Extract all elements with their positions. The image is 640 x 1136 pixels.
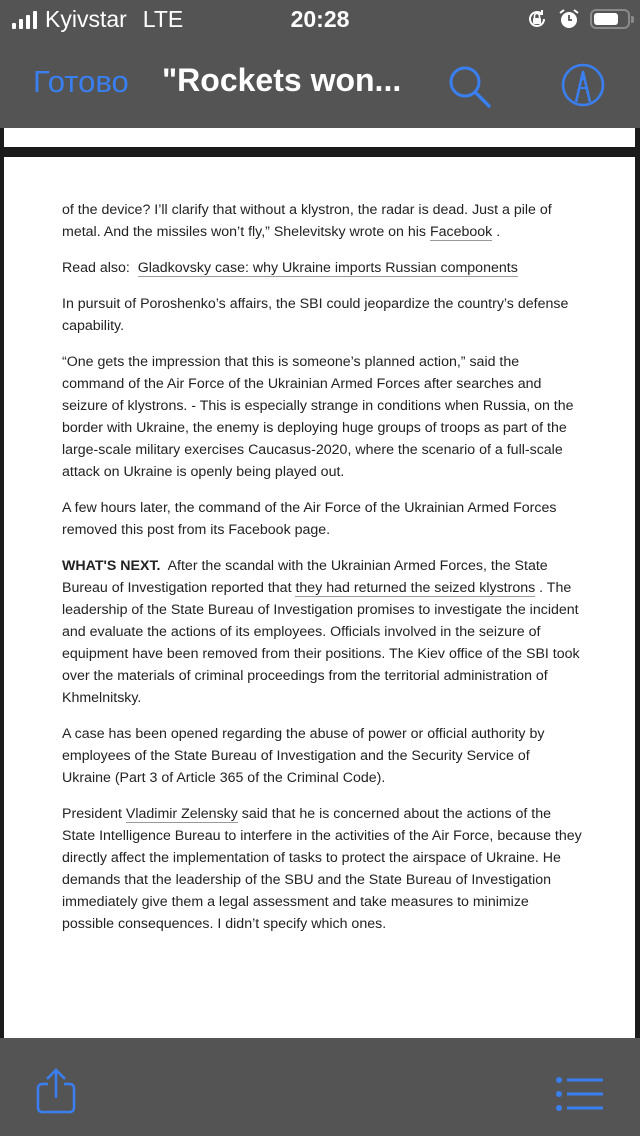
- previous-page: [4, 128, 635, 147]
- status-bar: [0, 0, 640, 40]
- carrier-name: Kyivstar: [45, 6, 127, 32]
- zelensky-link[interactable]: Vladimir Zelensky: [125, 806, 238, 822]
- read-also-label: Read also:: [62, 260, 138, 276]
- paragraph: A case has been opened regarding the abuse of power or official authority by employees of the State Bureau of Investigation and the Security Service of Ukraine (Part 3 of Article 365 of the Criminal Code).: [62, 726, 545, 786]
- alarm-icon: [558, 8, 580, 30]
- paragraph: [62, 555, 582, 709]
- paragraph: A few hours later, the command of the Air Force of the Ukrainian Armed Forces removed this post from its Facebook page.: [62, 500, 557, 538]
- list-icon[interactable]: [555, 1076, 605, 1112]
- search-icon[interactable]: [447, 64, 493, 110]
- markup-pen-icon[interactable]: [560, 62, 606, 108]
- orientation-lock-icon: [526, 8, 548, 30]
- paragraph: [62, 803, 582, 935]
- read-also-link[interactable]: Gladkovsky case: why Ukraine imports Russian components: [137, 260, 518, 276]
- nav-bar: [0, 40, 640, 128]
- paragraph: [62, 257, 582, 279]
- whats-next-heading: WHAT'S NEXT.: [62, 558, 161, 574]
- paragraph-text: After the scandal with the Ukrainian Armed Forces, the State Bureau of Investigation reported that: [62, 558, 552, 596]
- battery-icon: [590, 9, 630, 29]
- bottom-toolbar: [0, 1038, 640, 1136]
- share-icon[interactable]: [34, 1066, 78, 1116]
- facebook-link[interactable]: Facebook: [429, 224, 493, 240]
- paragraph-text: President: [62, 806, 126, 822]
- clock: 20:28: [290, 6, 350, 32]
- document-title: "Rockets won...: [162, 62, 402, 98]
- network-type: LTE: [142, 6, 184, 32]
- paragraph-text: .: [492, 224, 501, 240]
- paragraph: In pursuit of Poroshenko’s affairs, the SBI could jeopardize the country’s defense capability.: [62, 296, 569, 334]
- document-text: [62, 199, 582, 949]
- returned-klystrons-link[interactable]: they had returned the seized klystrons: [295, 580, 536, 596]
- paragraph-text: said that he is concerned about the actions of the State Intelligence Bureau to interfere in the activities of the Air Force, because they directly affect the implementation of tasks to protect the airspace of Ukraine. He demands that the leadership of the SBU and the State Bureau of Investigation immediately give them a legal assessment and take measures to minimize possible consequences. I didn’t specify which ones.: [62, 806, 582, 932]
- done-button[interactable]: Готово: [33, 64, 129, 99]
- paragraph-text: . The leadership of the State Bureau of Investigation promises to investigate the incident and evaluate the actions of its employees. Officials involved in the seizure of equipment have been removed from their positions. The Kiev office of the SBI took over the materials of criminal proceedings from the territorial administration of Khmelnitsky.: [62, 580, 580, 706]
- paragraph: [62, 199, 582, 243]
- status-bar-right: [526, 8, 630, 30]
- paragraph: “One gets the impression that this is someone’s planned action,” said the command of the Air Force of the Ukrainian Armed Forces after searches and seizure of klystrons. - This is especially strange in conditions when Russia, on the border with Ukraine, the enemy is deploying huge groups of troops as part of the large-scale military exercises Caucasus-2020, where the scenario of a full-scale attack on Ukraine is openly being played out.: [62, 354, 574, 480]
- paragraph-text: of the device? I’ll clarify that without a klystron, the radar is dead. Just a pile of metal. And the missiles won’t fly,” Shelevitsky wrote on his: [62, 202, 552, 240]
